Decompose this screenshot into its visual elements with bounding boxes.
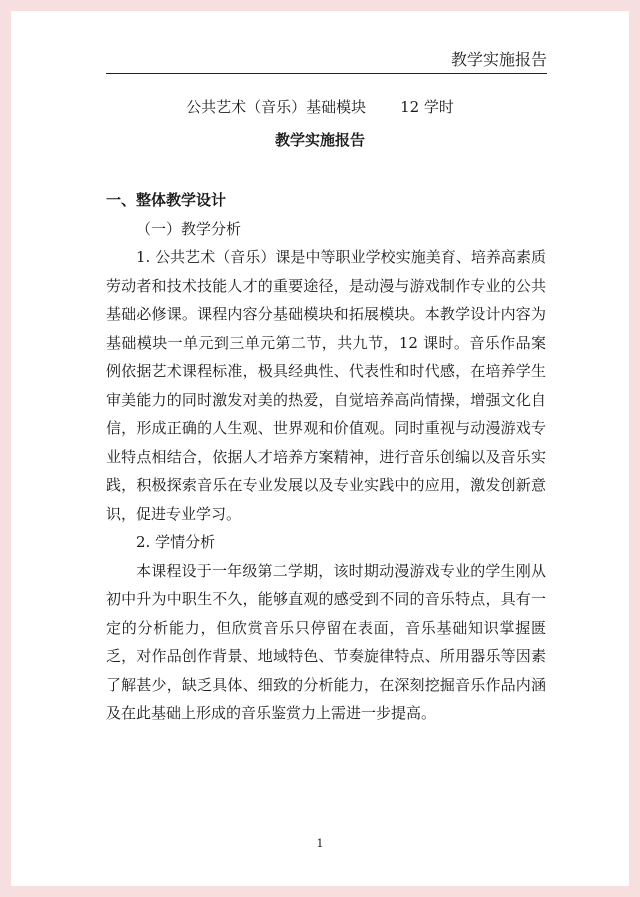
page-number: 1 bbox=[316, 837, 324, 850]
document-page bbox=[11, 11, 629, 886]
course-subject-line bbox=[11, 96, 629, 117]
learner-analysis-paragraph: 本课程设于一年级第二学期，该时期动漫游戏专业的学生刚从初中升为中职生不久，能够直观的感受到不同的音乐特点，具有一定的分析能力，但欣赏音乐只停留在表面，音乐基础知识掌握匮乏，对作品创作背景、地域特色、节奏旋律特点、所用器乐等因素了解甚少，缺乏具体、细致的分析能力，在深刻挖掘音乐作品内涵及在此基础上形成的音乐鉴赏力上需进一步提高。 bbox=[106, 561, 546, 722]
learner-analysis-heading: 2. 学情分析 bbox=[136, 533, 216, 551]
running-header: 教学实施报告 bbox=[106, 49, 547, 74]
document-title: 教学实施报告 bbox=[274, 131, 365, 149]
subsection-heading: （一）教学分析 bbox=[136, 219, 242, 238]
course-analysis-paragraph: 1. 公共艺术（音乐）课是中等职业学校实施美育、培养高素质劳动者和技术技能人才的重要途径，是动漫与游戏制作专业的公共基础必修课。课程内容分基础模块和拓展模块。本教学设计内容为基础模块一单元到三单元第二节，共九节，12 课时。音乐作品案例依据艺术课程标准，极具经典性、代表性和时代感，在培养学生审美能力的同时激发对美的热爱，自觉培养高尚情操，增强文化自信，形成正确的人生观、世界观和价值观。同时重视与动漫游戏专业特点相结合，依据人才培养方案精神，进行音乐创编以及音乐实践，积极探索音乐在专业发展以及专业实践中的应用，激发创新意识，促进专业学习。 bbox=[106, 248, 546, 523]
document-body bbox=[106, 186, 546, 728]
course-subject: 公共艺术（音乐）基础模块 bbox=[186, 98, 367, 116]
course-hours: 12 学时 bbox=[400, 98, 454, 116]
section-heading: 一、整体教学设计 bbox=[106, 191, 227, 209]
